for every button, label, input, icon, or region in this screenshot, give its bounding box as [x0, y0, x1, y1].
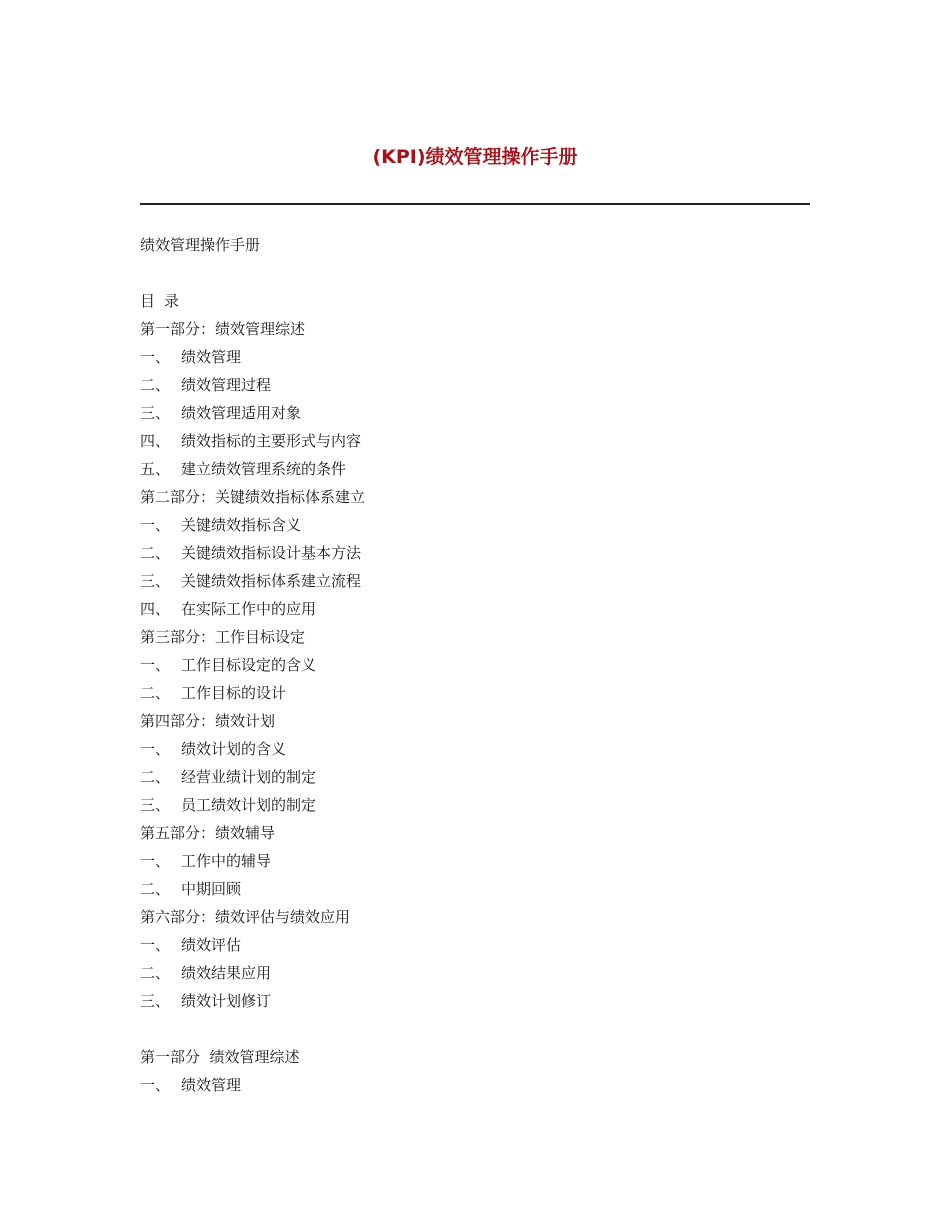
toc-line-number: 三、: [140, 992, 171, 1010]
toc-line-text: 第六部分：绩效评估与绩效应用: [140, 908, 351, 926]
toc-line-number: 二、: [140, 964, 171, 982]
toc-line-number: 一、: [140, 516, 171, 534]
toc-line-text: 绩效指标的主要形式与内容: [181, 432, 362, 450]
toc-line: [140, 933, 365, 961]
toc-line-number: 二、: [140, 768, 171, 786]
toc-line-number: 二、: [140, 684, 171, 702]
title-divider: [140, 203, 810, 205]
toc-line-text: 第四部分：绩效计划: [140, 712, 276, 730]
toc-line-text: 关键绩效指标体系建立流程: [181, 572, 362, 590]
toc-heading-part2: 录: [164, 292, 180, 310]
toc-line-text: 第三部分：工作目标设定: [140, 628, 306, 646]
toc-line-text: 工作目标设定的含义: [181, 656, 317, 674]
document-title: (KPI)绩效管理操作手册: [372, 146, 578, 168]
toc-line: [140, 765, 365, 793]
toc-heading-part1: 目: [140, 292, 156, 310]
body-item: [140, 1073, 365, 1101]
toc-line-text: 经营业绩计划的制定: [181, 768, 317, 786]
toc-line: [140, 597, 365, 625]
toc-line-text: 第二部分：关键绩效指标体系建立: [140, 488, 366, 506]
toc-line-number: 三、: [140, 796, 171, 814]
toc-line: [140, 737, 365, 765]
toc-line-number: 一、: [140, 740, 171, 758]
toc-line-text: 第一部分：绩效管理综述: [140, 320, 306, 338]
toc-line: [140, 849, 365, 877]
toc-line-number: 一、: [140, 656, 171, 674]
toc-line: [140, 709, 365, 737]
toc-line-text: 员工绩效计划的制定: [181, 796, 317, 814]
toc-line-number: 一、: [140, 348, 171, 366]
toc-line: [140, 429, 365, 457]
toc-line-text: 工作目标的设计: [181, 684, 287, 702]
toc-line-text: 第五部分：绩效辅导: [140, 824, 276, 842]
toc-line: [140, 625, 365, 653]
toc-line: [140, 793, 365, 821]
toc-line-text: 绩效计划的含义: [181, 740, 287, 758]
toc-line-number: 四、: [140, 600, 171, 618]
toc-line-number: 一、: [140, 936, 171, 954]
toc-line-text: 绩效结果应用: [181, 964, 272, 982]
toc-line: [140, 513, 365, 541]
toc-line-text: 绩效管理适用对象: [181, 404, 302, 422]
toc-line: [140, 569, 365, 597]
toc-line: [140, 821, 365, 849]
body-item-number: 一、: [140, 1076, 171, 1094]
toc-line: [140, 905, 365, 933]
toc-line-text: 中期回顾: [181, 880, 242, 898]
toc-line: [140, 373, 365, 401]
toc-line-text: 绩效计划修订: [181, 992, 272, 1010]
toc-line-number: 二、: [140, 880, 171, 898]
toc-line-text: 绩效评估: [181, 936, 242, 954]
toc-line-text: 建立绩效管理系统的条件: [181, 460, 347, 478]
toc-line-text: 关键绩效指标含义: [181, 516, 302, 534]
toc-line-text: 绩效管理: [181, 348, 242, 366]
toc-line: [140, 961, 365, 989]
toc-line-number: 二、: [140, 544, 171, 562]
toc-line: [140, 653, 365, 681]
blank-line: [140, 1017, 365, 1045]
toc-line-text: 绩效管理过程: [181, 376, 272, 394]
toc-line-number: 四、: [140, 432, 171, 450]
body-heading-text: 第一部分 绩效管理综述: [140, 1048, 300, 1066]
toc-line: [140, 457, 365, 485]
toc-line: [140, 541, 365, 569]
toc-line-text: 工作中的辅导: [181, 852, 272, 870]
toc-heading: [140, 289, 365, 317]
body-section-heading: [140, 1045, 365, 1073]
toc-line-text: 关键绩效指标设计基本方法: [181, 544, 362, 562]
toc-line-number: 一、: [140, 852, 171, 870]
body-item-text: 绩效管理: [181, 1076, 242, 1094]
toc-line: [140, 317, 365, 345]
toc-line-number: 五、: [140, 460, 171, 478]
toc-line: [140, 989, 365, 1017]
document-subtitle: 绩效管理操作手册: [140, 236, 261, 254]
table-of-contents: [140, 289, 365, 1101]
toc-line-number: 三、: [140, 404, 171, 422]
toc-line-number: 三、: [140, 572, 171, 590]
toc-line-number: 二、: [140, 376, 171, 394]
toc-line: [140, 401, 365, 429]
toc-line: [140, 485, 365, 513]
toc-line: [140, 877, 365, 905]
toc-line: [140, 345, 365, 373]
toc-line: [140, 681, 365, 709]
toc-line-text: 在实际工作中的应用: [181, 600, 317, 618]
